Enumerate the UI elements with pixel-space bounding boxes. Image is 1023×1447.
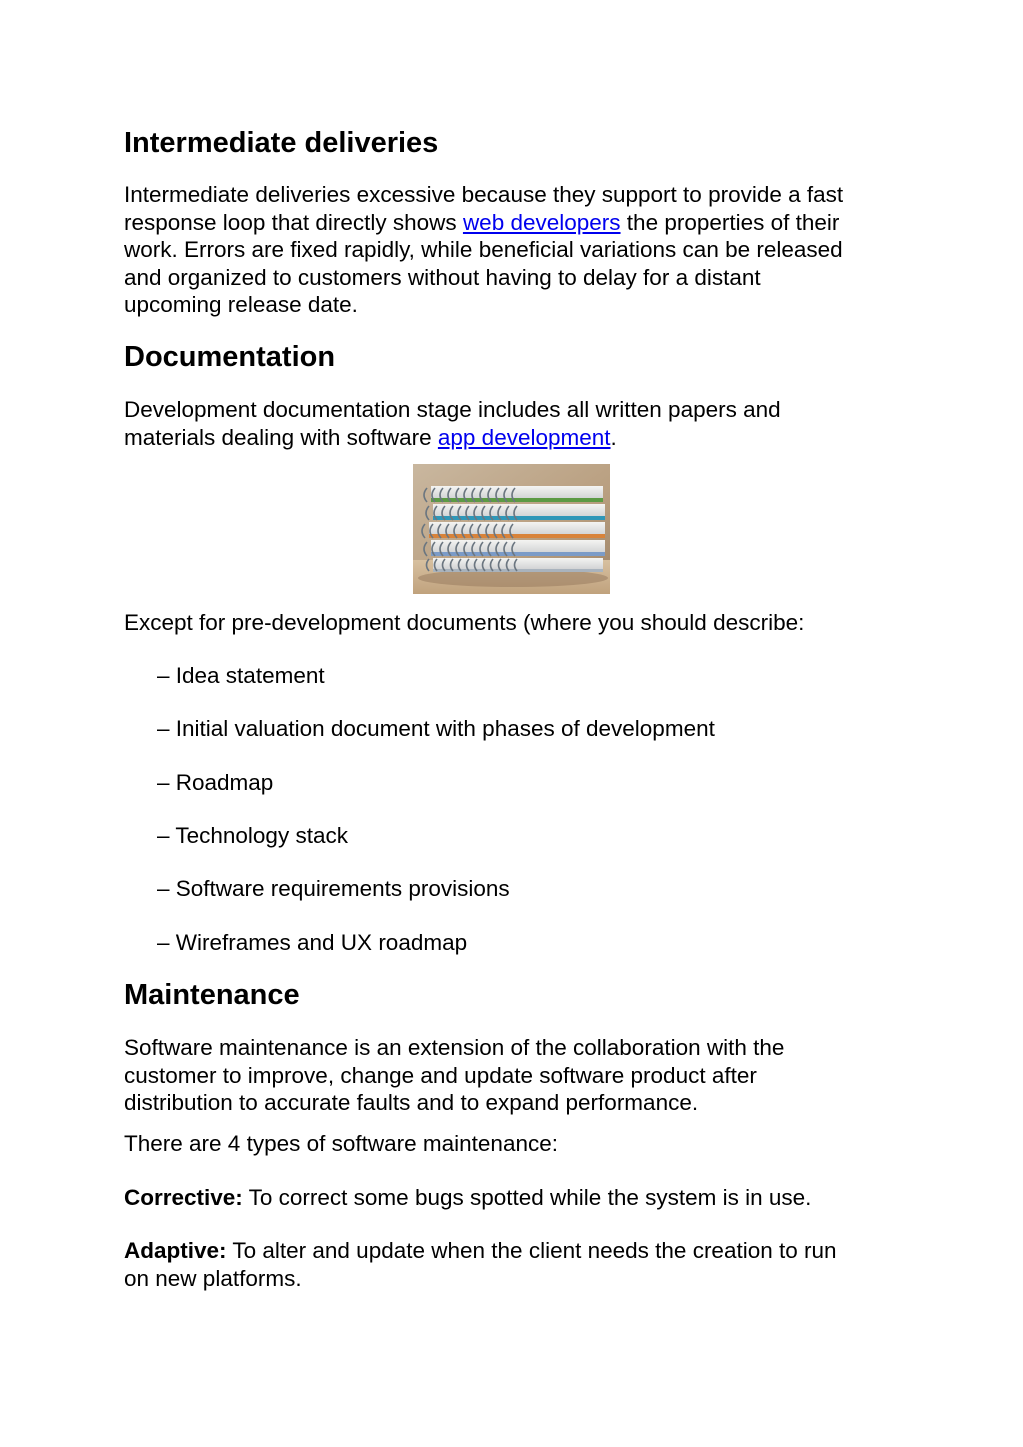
- text-segment: the properties of their: [620, 209, 840, 235]
- text-line: work. Errors are fixed rapidly, while beneficial variations can be released: [124, 237, 843, 262]
- list-item: – Initial valuation document with phases of development: [157, 716, 715, 741]
- heading-documentation: Documentation: [124, 341, 336, 373]
- text-line: [124, 1237, 914, 1265]
- list-item: – Roadmap: [157, 770, 274, 795]
- heading-maintenance: Maintenance: [124, 979, 300, 1011]
- list-item: – Wireframes and UX roadmap: [157, 930, 468, 955]
- text-segment: response loop that directly shows: [124, 209, 463, 235]
- maintenance-type-corrective: [124, 1184, 914, 1212]
- type-label: Adaptive:: [124, 1238, 227, 1263]
- web-developers-link[interactable]: web developers: [462, 209, 621, 235]
- text-line: on new platforms.: [124, 1265, 302, 1291]
- text-line: upcoming release date.: [124, 292, 358, 317]
- type-description: To correct some bugs spotted while the system is in use.: [242, 1185, 812, 1210]
- maintenance-types-intro: There are 4 types of software maintenance:: [124, 1131, 558, 1156]
- type-description: To alter and update when the client needs the creation to run: [226, 1238, 837, 1263]
- app-development-link[interactable]: app development: [437, 424, 611, 450]
- documents-stack-image: [413, 464, 610, 594]
- documents-stack-illustration: [413, 464, 610, 594]
- paragraph-maintenance: [124, 1034, 914, 1117]
- text-segment: materials dealing with software: [124, 424, 438, 450]
- list-item: – Technology stack: [157, 823, 348, 848]
- text-line: Software maintenance is an extension of the collaboration with the: [124, 1035, 785, 1060]
- text-segment: .: [610, 424, 617, 450]
- list-item: – Idea statement: [157, 663, 325, 688]
- type-label: Corrective:: [124, 1185, 243, 1210]
- maintenance-type-adaptive: [124, 1237, 914, 1292]
- text-line: [124, 209, 914, 237]
- text-line: [124, 1184, 914, 1212]
- heading-intermediate-deliveries: Intermediate deliveries: [124, 127, 439, 159]
- text-line: customer to improve, change and update software product after: [124, 1062, 757, 1088]
- text-line: Development documentation stage includes all written papers and: [124, 397, 781, 422]
- text-line: and organized to customers without having to delay for a distant: [124, 264, 761, 290]
- text-line: [124, 424, 914, 452]
- list-item: – Software requirements provisions: [157, 876, 510, 901]
- text-line: distribution to accurate faults and to expand performance.: [124, 1090, 699, 1115]
- documentation-intro: Except for pre-development documents (where you should describe:: [124, 610, 805, 635]
- text-line: Intermediate deliveries excessive because they support to provide a fast: [124, 182, 844, 207]
- paragraph-documentation: [124, 396, 914, 451]
- paragraph-intermediate-deliveries: [124, 181, 914, 319]
